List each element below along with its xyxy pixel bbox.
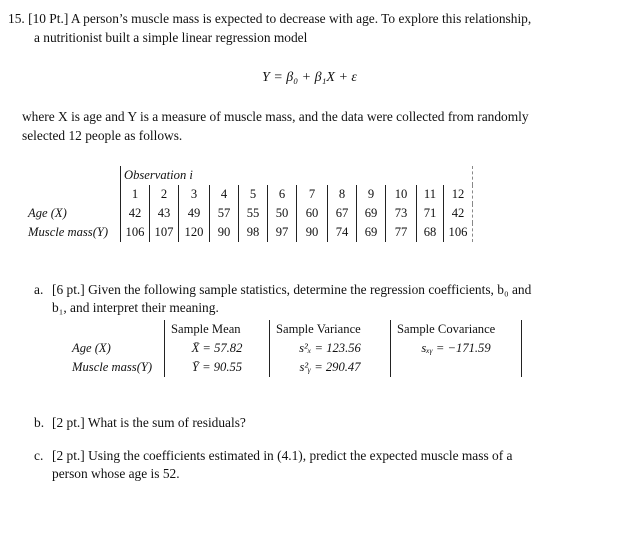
description-line1: where X is age and Y is a measure of muscle mass, and the data were collected from randomly bbox=[22, 109, 529, 124]
muscle-mass-value: 90 bbox=[297, 223, 328, 242]
muscle-mass-row-label: Muscle mass(Y) bbox=[28, 223, 121, 242]
age-value: 73 bbox=[386, 204, 417, 223]
age-variance: s²ₓ = 123.56 bbox=[270, 339, 391, 358]
stats-age-label: Age (X) bbox=[68, 339, 165, 358]
age-value: 43 bbox=[150, 204, 179, 223]
age-value: 71 bbox=[417, 204, 444, 223]
observation-number: 1 bbox=[121, 185, 150, 204]
mass-variance: s²ᵧ = 290.47 bbox=[270, 358, 391, 377]
observation-number: 4 bbox=[210, 185, 239, 204]
observation-number: 7 bbox=[297, 185, 328, 204]
mass-covariance bbox=[391, 358, 522, 377]
variance-header: Sample Variance bbox=[270, 320, 391, 339]
muscle-mass-value: 106 bbox=[121, 223, 150, 242]
statistics-table bbox=[68, 320, 522, 377]
part-c-text: [2 pt.] Using the coefficients estimated in (4.1), predict the expected muscle mass of a bbox=[52, 448, 513, 463]
part-b-letter: b. bbox=[34, 415, 45, 430]
age-value: 42 bbox=[121, 204, 150, 223]
observation-number: 10 bbox=[386, 185, 417, 204]
part-b-line bbox=[34, 415, 246, 431]
age-value: 42 bbox=[444, 204, 473, 223]
question-intro-text: A person’s muscle mass is expected to decrease with age. To explore this relationship, bbox=[70, 11, 532, 26]
age-mean: X̄ = 57.82 bbox=[165, 339, 270, 358]
age-row bbox=[28, 204, 473, 223]
mass-mean: Ȳ = 90.55 bbox=[165, 358, 270, 377]
observation-header: Observation i bbox=[121, 166, 473, 185]
muscle-mass-value: 97 bbox=[268, 223, 297, 242]
age-row-label: Age (X) bbox=[28, 204, 121, 223]
observation-number: 3 bbox=[179, 185, 210, 204]
observation-number: 6 bbox=[268, 185, 297, 204]
question-points: [10 Pt.] bbox=[28, 11, 69, 26]
age-value: 60 bbox=[297, 204, 328, 223]
covariance-header: Sample Covariance bbox=[391, 320, 522, 339]
muscle-mass-value: 120 bbox=[179, 223, 210, 242]
muscle-mass-value: 107 bbox=[150, 223, 179, 242]
part-a-line1 bbox=[34, 282, 531, 298]
observation-number: 5 bbox=[239, 185, 268, 204]
muscle-mass-value: 106 bbox=[444, 223, 473, 242]
observation-number: 2 bbox=[150, 185, 179, 204]
part-c-letter: c. bbox=[34, 448, 44, 463]
age-value: 55 bbox=[239, 204, 268, 223]
part-c-line1 bbox=[34, 448, 512, 464]
age-value: 57 bbox=[210, 204, 239, 223]
age-value: 50 bbox=[268, 204, 297, 223]
muscle-mass-value: 74 bbox=[328, 223, 357, 242]
muscle-mass-value: 98 bbox=[239, 223, 268, 242]
observation-number: 8 bbox=[328, 185, 357, 204]
regression-equation: Y = β₀ + β₁X + ε bbox=[262, 70, 357, 85]
mean-header: Sample Mean bbox=[165, 320, 270, 339]
stats-mass-label: Muscle mass(Y) bbox=[68, 358, 165, 377]
observation-number: 9 bbox=[357, 185, 386, 204]
description-line2: selected 12 people as follows. bbox=[22, 128, 183, 143]
question-number: 15. bbox=[8, 11, 25, 26]
age-value: 69 bbox=[357, 204, 386, 223]
part-a-text: [6 pt.] Given the following sample statistics, determine the regression coefficients, b₀ and bbox=[52, 282, 532, 297]
observation-number: 11 bbox=[417, 185, 444, 204]
muscle-mass-value: 90 bbox=[210, 223, 239, 242]
muscle-mass-value: 77 bbox=[386, 223, 417, 242]
muscle-mass-value: 69 bbox=[357, 223, 386, 242]
question-intro-line2: a nutritionist built a simple linear regression model bbox=[34, 30, 308, 45]
observation-number: 12 bbox=[444, 185, 473, 204]
age-value: 67 bbox=[328, 204, 357, 223]
part-c-line2: person whose age is 52. bbox=[52, 466, 180, 481]
question-intro-line1 bbox=[8, 11, 531, 27]
muscle-mass-row bbox=[28, 223, 473, 242]
age-value: 49 bbox=[179, 204, 210, 223]
part-a-line2: b₁, and interpret their meaning. bbox=[52, 300, 219, 315]
observation-table bbox=[28, 166, 473, 242]
part-b-text: [2 pt.] What is the sum of residuals? bbox=[52, 415, 246, 430]
part-a-letter: a. bbox=[34, 282, 44, 297]
muscle-mass-value: 68 bbox=[417, 223, 444, 242]
observation-number-row bbox=[28, 185, 473, 204]
xy-covariance: sₓᵧ = −171.59 bbox=[391, 339, 522, 358]
